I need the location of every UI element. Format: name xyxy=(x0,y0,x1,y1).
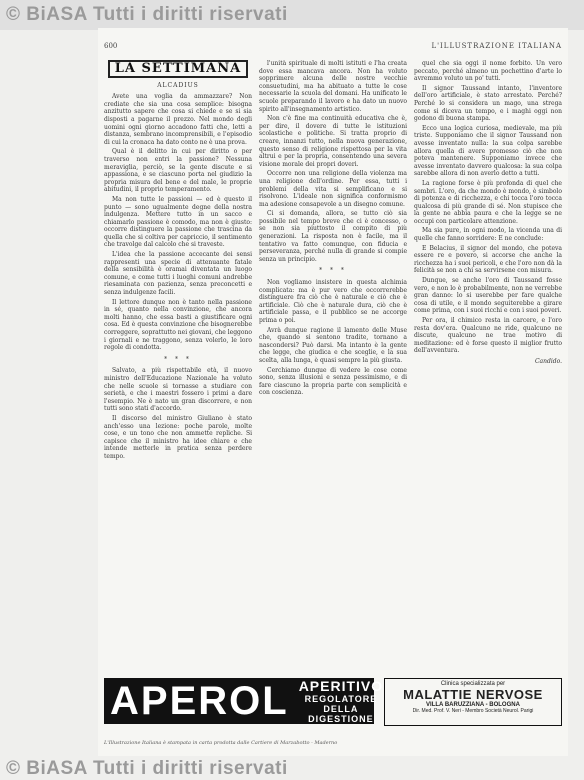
clinic-advertisement xyxy=(384,678,562,726)
clinic-address: Dir. Med. Prof. V. Neri - Membro Società Neurol. Parigi xyxy=(412,708,534,714)
paragraph: Il lettore dunque non è tanto nella passione in sé, quanto nella convinzione, che ancora molti hanno, che essa basti a giustificare ogni cosa. Ed è questa convinzione che bisognerebbe correggere, soprattutto nei giovani, che leggono i giornali e ne traggono, senza volerlo, le loro regole di condotta. xyxy=(104,298,252,352)
printer-imprint: L'Illustrazione Italiana è stampata in carta prodotta dalle Cartiere di Marzabotto - Maderno xyxy=(104,740,338,746)
magazine-page xyxy=(98,28,568,756)
paragraph: Ma non tutte le passioni — ed è questo il punto — sono ugualmente degne della nostra indulgenza. Mettere tutto in un sacco e chiamarlo passione è comodo, ma non è giusto: occorre distinguere la passione che trascina da quella che si coltiva per capriccio, il sentimento che travolge dal calcolo che si traveste. xyxy=(104,195,252,249)
paragraph: L'idea che la passione accecante dei sensi rappresenti una specie di attenuante fatale della sensibilità è oramai diventata un luogo comune, e come tutti i luoghi comuni andrebbe riesaminata con pazienza, senza preconcetti e senza indulgenze facili. xyxy=(104,251,252,297)
paragraph: La ragione forse è più profonda di quel che sembri. L'oro, da che mondo è mondo, è simbolo di potenza e di ricchezza, e chi tocca l'oro tocca qualcosa di più grande di sé. Non stupisce che la gente ne abbia paura e che la legge se ne occupi con particolare attenzione. xyxy=(414,179,562,225)
paragraph: l'unità spirituale di molti istituti e l'ha creata dove essa mancava ancora. Non ha voluto sopprimere alcuna delle nostre vecchie consuetudini, ma ha abituato a tutte le cose necessarie la scuola del domani. Ha unificato le scuole preparando il lavoro e ha dato un nuovo spirito all'insegnamento artistico. xyxy=(259,60,407,113)
section-separator: * * * xyxy=(319,267,347,275)
aperol-tagline xyxy=(299,678,383,724)
aperol-line1: APERITIVO xyxy=(298,678,384,694)
paragraph: E Belacius, il signor del mondo, che poteva essere re e povero, si accorse che anche la ricchezza ha i suoi pericoli, e che l'oro non dà la felicità se non a chi sa servirsene con misura. xyxy=(414,244,562,275)
paragraph: quel che sia oggi il nome forbito. Un vero peccato, perché almeno un pochettino d'arte lo avremmo voluto un po' tutti. xyxy=(414,60,562,83)
watermark-bottom: © BiASA Tutti i diritti riservati xyxy=(6,758,288,779)
section-separator: * * * xyxy=(164,355,192,363)
aperol-line2: REGOLATORE xyxy=(304,694,378,704)
watermark-top: © BiASA Tutti i diritti riservati xyxy=(6,4,288,25)
paragraph: Dunque, se anche l'oro di Taussand fosse vero, e non lo è probabilmente, non ne verrebbe gran danno: lo si userebbe per fare qualche cosa di utile, e il mondo seguiterebbe a girare come prima, con i suoi ricchi e con i suoi poveri. xyxy=(414,277,562,315)
paragraph: Ci si domanda, allora, se tutto ciò sia possibile nel tempo breve che ci è concesso, o se non sia piuttosto il compito di più generazioni. La risposta non è facile, ma il tentativo va fatto comunque, con fiducia e perseveranza, perché nulla di grande si compie senza un principio. xyxy=(259,210,407,263)
column-1 xyxy=(104,60,252,672)
paragraph: Il discorso del ministro Giuliano è stato anch'esso una lezione: poche parole, molte cose, e un tono che non ammette repliche. Si capisce che il ministro ha idee chiare e che intende metterle in pratica senza perdere tempo. xyxy=(104,414,252,460)
paragraph: Cerchiamo dunque di vedere le cose come sono, senza illusioni e senza pessimismo, e di fare ciascuno la propria parte con semplicità e con coscienza. xyxy=(259,366,407,397)
paragraph: Il signor Taussand intanto, l'inventore dell'oro artificiale, è stato arrestato. Perché? Perché lo si considera un mago, una strega come si diceva un tempo, e i maghi oggi non godono di buona stampa. xyxy=(414,84,562,123)
paragraph: Salvato, a più rispettabile età, il nuovo ministro dell'Educazione Nazionale ha voluto che nelle scuole si tornasse a studiare con serietà, e che i maestri fossero i primi a dare l'esempio. Ne è nato un gran discorrere, e non tutti sono stati d'accordo. xyxy=(104,367,252,413)
aperol-advertisement xyxy=(104,678,384,724)
clinic-sub: VILLA BARUZZIANA - BOLOGNA xyxy=(426,702,520,708)
column-3 xyxy=(414,60,562,672)
paragraph: Avrà dunque ragione il lamento delle Muse che, quando si sentono tradite, tornano a nascondersi? Può darsi. Ma intanto è la gente che legge, che giudica e che sceglie, e la sua scelta, alla lunga, è quasi sempre la più giusta. xyxy=(259,326,407,364)
advertisement-strip xyxy=(98,676,568,736)
paragraph: Non vogliamo insistere in questa alchimia complicata: ma è pur vero che occorrerebbe distinguere fra ciò che è naturale e ciò che è artificiale. Ciò che è naturale dura, ciò che è artificiale passa, e il pubblico se ne accorge prima o poi. xyxy=(259,279,407,324)
magazine-title: L'ILLUSTRAZIONE ITALIANA xyxy=(431,42,562,50)
article-title: LA SETTIMANA xyxy=(108,60,248,78)
column-2 xyxy=(259,60,407,672)
aperol-brand: APEROL xyxy=(110,678,289,723)
paragraph: Per ora, il chimico resta in carcere, e l'oro resta dov'era. Qualcuno ne ride, qualcuno ne discute, qualcuno ne trae motivo di meditazione: ed è forse questo il miglior frutto dell'avventura. xyxy=(414,317,562,355)
article-byline: ALCADIUS xyxy=(157,81,199,89)
aperol-line3: DELLA DIGESTIONE xyxy=(308,704,374,724)
article-signature: Candido. xyxy=(534,357,562,365)
paragraph: Ecco una logica curiosa, medievale, ma più triste. Supponiamo che il signor Taussand non avesse inventato nulla: la sua colpa sarebbe allora quella di avere promesso ciò che non poteva mantenere. Supponiamo invece che avesse inventato davvero qualcosa: la sua colpa sarebbe allora di non averlo detto a tutti. xyxy=(414,124,562,178)
paragraph: Qual è il delitto in cui per diritto o per traverso non entri la passione? Nessuna meraviglia, perciò, se la gente discute e si appassiona, e se ciascuno porta nel giudizio la propria misura del bene e del male, le proprie abitudini, il proprio temperamento. xyxy=(104,148,252,194)
paragraph: Avete una voglia da ammazzare? Non crediate che sia una cosa semplice: bisogna anzitutto sapere che cosa si chiede e se si sia disposti a pagarne il prezzo. Nel mondo degli uomini ogni giorno accadono fatti che, letti a distanza, sembrano incomprensibili, e l'episodio di cui la cronaca ha dato conto ne è una prova. xyxy=(104,93,252,146)
clinic-main: MALATTIE NERVOSE xyxy=(403,687,543,702)
paragraph: Non c'è fine ma continuità educativa che è, per dire, il dovere di tutte le istituzioni scolastiche e politiche. Si tratta proprio di creare, innanzi tutto, nella nuova generazione, questo senso di religione rispettosa per la vita altrui e per la propria, consentendo una severa visione morale dei propri doveri. xyxy=(259,115,407,168)
page-number: 600 xyxy=(104,42,118,50)
paragraph: Occorre non una religione della violenza ma una religione dell'ordine. Per essa, tutti i problemi della vita si semplificano e si risolvono. L'ideale non significa conformismo ma adesione consapevole a un disegno comune. xyxy=(259,170,407,208)
paragraph: Ma sia pure, in ogni modo, la vicenda una di quelle che fanno sorridere: E ne conclude: xyxy=(414,227,562,243)
clinic-top: Clinica specializzata per xyxy=(440,681,506,687)
